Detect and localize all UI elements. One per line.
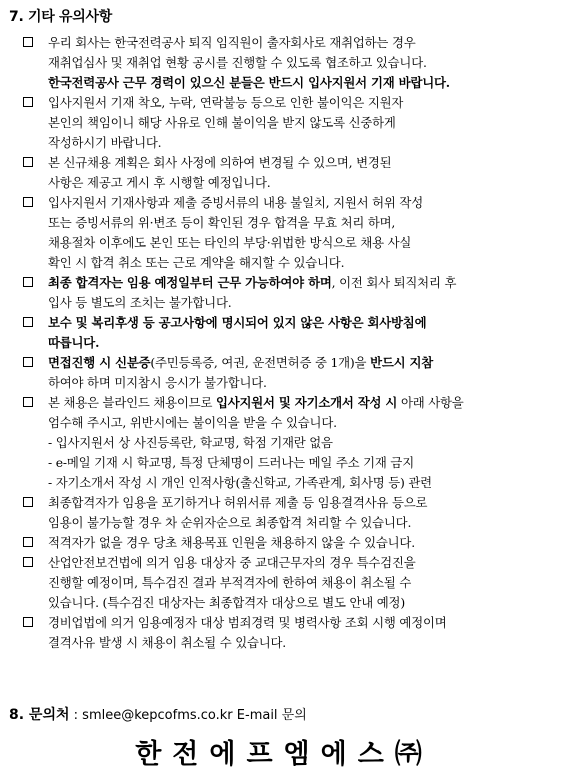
bold-text: 입사지원서 및 자기소개서 작성 시 (215, 395, 398, 410)
text-segment: 작성하시기 바랍니다. (48, 135, 162, 150)
checkbox-bullet-icon (23, 357, 33, 367)
notice-line (48, 513, 562, 533)
notice-line (48, 133, 562, 153)
notice-line (48, 273, 562, 293)
notice-line (48, 493, 562, 513)
notice-item (0, 553, 568, 613)
notice-item (0, 153, 568, 193)
section-7-title: 7. 기타 유의사항 (9, 9, 112, 25)
text-segment: 하여야 하며 미지참시 응시가 불가합니다. (48, 375, 267, 390)
section-8-title: 8. 문의처 (9, 707, 70, 723)
text-segment: 최종합격자가 임용을 포기하거나 허위서류 제출 등 임용결격사유 등으로 (48, 495, 428, 510)
notice-line (48, 633, 562, 653)
notice-item (0, 193, 568, 273)
notice-line (48, 333, 562, 353)
notice-line (48, 153, 562, 173)
text-segment: 산업안전보건법에 의거 임용 대상자 중 교대근무자의 경우 특수검진을 (48, 555, 416, 570)
notice-line (48, 473, 562, 493)
contact-separator: : (69, 708, 83, 723)
notice-line (48, 233, 562, 253)
notice-item (0, 493, 568, 533)
text-segment: 있습니다. (특수검진 대상자는 최종합격자 대상으로 별도 안내 예정) (48, 595, 405, 610)
checkbox-bullet-icon (23, 617, 33, 627)
notice-line (48, 53, 562, 73)
text-segment: 본 채용은 블라인드 채용이므로 (48, 395, 216, 410)
checkbox-bullet-icon (23, 557, 33, 567)
notice-line (48, 413, 562, 433)
text-segment: (주민등록증, 여권, 운전면허증 중 1개)을 (150, 355, 371, 370)
notice-line (48, 293, 562, 313)
notice-line (48, 193, 562, 213)
text-segment: 우리 회사는 한국전력공사 퇴직 임직원이 출자회사로 재취업하는 경우 (48, 35, 416, 50)
text-segment: - 자기소개서 작성 시 개인 인적사항(출신학교, 가족관계, 회사명 등) 관련 (48, 475, 432, 490)
notice-line (48, 573, 562, 593)
bold-text: 반드시 지참 (370, 355, 434, 370)
notice-item (0, 313, 568, 353)
text-segment: 입사 등 별도의 조치는 불가합니다. (48, 295, 232, 310)
notice-item (0, 273, 568, 313)
notice-item (0, 93, 568, 153)
bold-text: 따릅니다. (48, 335, 100, 350)
notice-list (0, 33, 568, 653)
bold-text: 최종 합격자는 임용 예정일부터 근무 가능하여야 하며 (48, 275, 332, 290)
checkbox-bullet-icon (23, 537, 33, 547)
text-segment: 본 신규채용 계획은 회사 사정에 의하여 변경될 수 있으며, 변경된 (48, 155, 392, 170)
company-name: 한전에프엠에스㈜ (135, 739, 433, 770)
text-segment: 입사지원서 기재 착오, 누락, 연락불능 등으로 인한 불이익은 지원자 (48, 95, 404, 110)
notice-item (0, 533, 568, 553)
notice-line (48, 33, 562, 53)
text-segment: 사항은 제공고 게시 후 시행할 예정입니다. (48, 175, 271, 190)
text-segment: 진행할 예정이며, 특수검진 결과 부적격자에 한하여 채용이 취소될 수 (48, 575, 412, 590)
notice-line (48, 93, 562, 113)
text-segment: - e-메일 기재 시 학교명, 특정 단체명이 드러나는 메일 주소 기재 금지 (48, 455, 414, 470)
text-segment: 본인의 책임이니 해당 사유로 인해 불이익을 받지 않도록 신중하게 (48, 115, 396, 130)
notice-item (0, 393, 568, 493)
text-segment: 경비업법에 의거 임용예정자 대상 범죄경력 및 병력사항 조회 시행 예정이며 (48, 615, 447, 630)
contact-email: smlee@kepcofms.co.kr (82, 708, 233, 723)
text-segment: 채용절차 이후에도 본인 또는 타인의 부당·위법한 방식으로 채용 사실 (48, 235, 412, 250)
text-segment: 결격사유 발생 시 채용이 취소될 수 있습니다. (48, 635, 287, 650)
checkbox-bullet-icon (23, 197, 33, 207)
checkbox-bullet-icon (23, 397, 33, 407)
checkbox-bullet-icon (23, 157, 33, 167)
checkbox-bullet-icon (23, 317, 33, 327)
notice-line (48, 453, 562, 473)
checkbox-bullet-icon (23, 37, 33, 47)
notice-line (48, 613, 562, 633)
text-segment: 재취업심사 및 재취업 현황 공시를 진행할 수 있도록 협조하고 있습니다. (48, 55, 427, 70)
checkbox-bullet-icon (23, 277, 33, 287)
notice-item (0, 33, 568, 93)
checkbox-bullet-icon (23, 497, 33, 507)
text-segment: 입사지원서 기재사항과 제출 증빙서류의 내용 불일치, 지원서 허위 작성 (48, 195, 423, 210)
notice-line (48, 213, 562, 233)
text-segment: - 입사지원서 상 사진등록란, 학교명, 학점 기재란 없음 (48, 435, 333, 450)
notice-line (48, 393, 562, 413)
notice-line (48, 113, 562, 133)
checkbox-bullet-icon (23, 97, 33, 107)
notice-line (48, 373, 562, 393)
text-segment: 임용이 불가능할 경우 차 순위자순으로 최종합격 처리할 수 있습니다. (48, 515, 412, 530)
notice-item (0, 613, 568, 653)
text-segment: 적격자가 없을 경우 당초 채용목표 인원을 채용하지 않을 수 있습니다. (48, 535, 415, 550)
text-segment: 확인 시 합격 취소 또는 근로 계약을 해지할 수 있습니다. (48, 255, 345, 270)
text-segment: 또는 증빙서류의 위·변조 등이 확인된 경우 합격을 무효 처리 하며, (48, 215, 396, 230)
notice-line (48, 253, 562, 273)
notice-line (48, 173, 562, 193)
text-segment: 아래 사항을 (397, 395, 464, 410)
bold-text: 한국전력공사 근무 경력이 있으신 분들은 반드시 입사지원서 기재 바랍니다. (48, 75, 450, 90)
notice-item (0, 353, 568, 393)
notice-line (48, 533, 562, 553)
notice-line (48, 313, 562, 333)
notice-line (48, 433, 562, 453)
notice-line (48, 73, 562, 93)
text-segment: 엄수해 주시고, 위반시에는 불이익을 받을 수 있습니다. (48, 415, 337, 430)
notice-line (48, 553, 562, 573)
contact-suffix: E-mail 문의 (232, 708, 307, 723)
contact-line (9, 704, 307, 724)
notice-line (48, 593, 562, 613)
notice-line (48, 353, 562, 373)
text-segment: , 이전 회사 퇴직처리 후 (331, 275, 457, 290)
bold-text: 보수 및 복리후생 등 공고사항에 명시되어 있지 않은 사항은 회사방침에 (48, 315, 427, 330)
bold-text: 면접진행 시 신분증 (48, 355, 151, 370)
